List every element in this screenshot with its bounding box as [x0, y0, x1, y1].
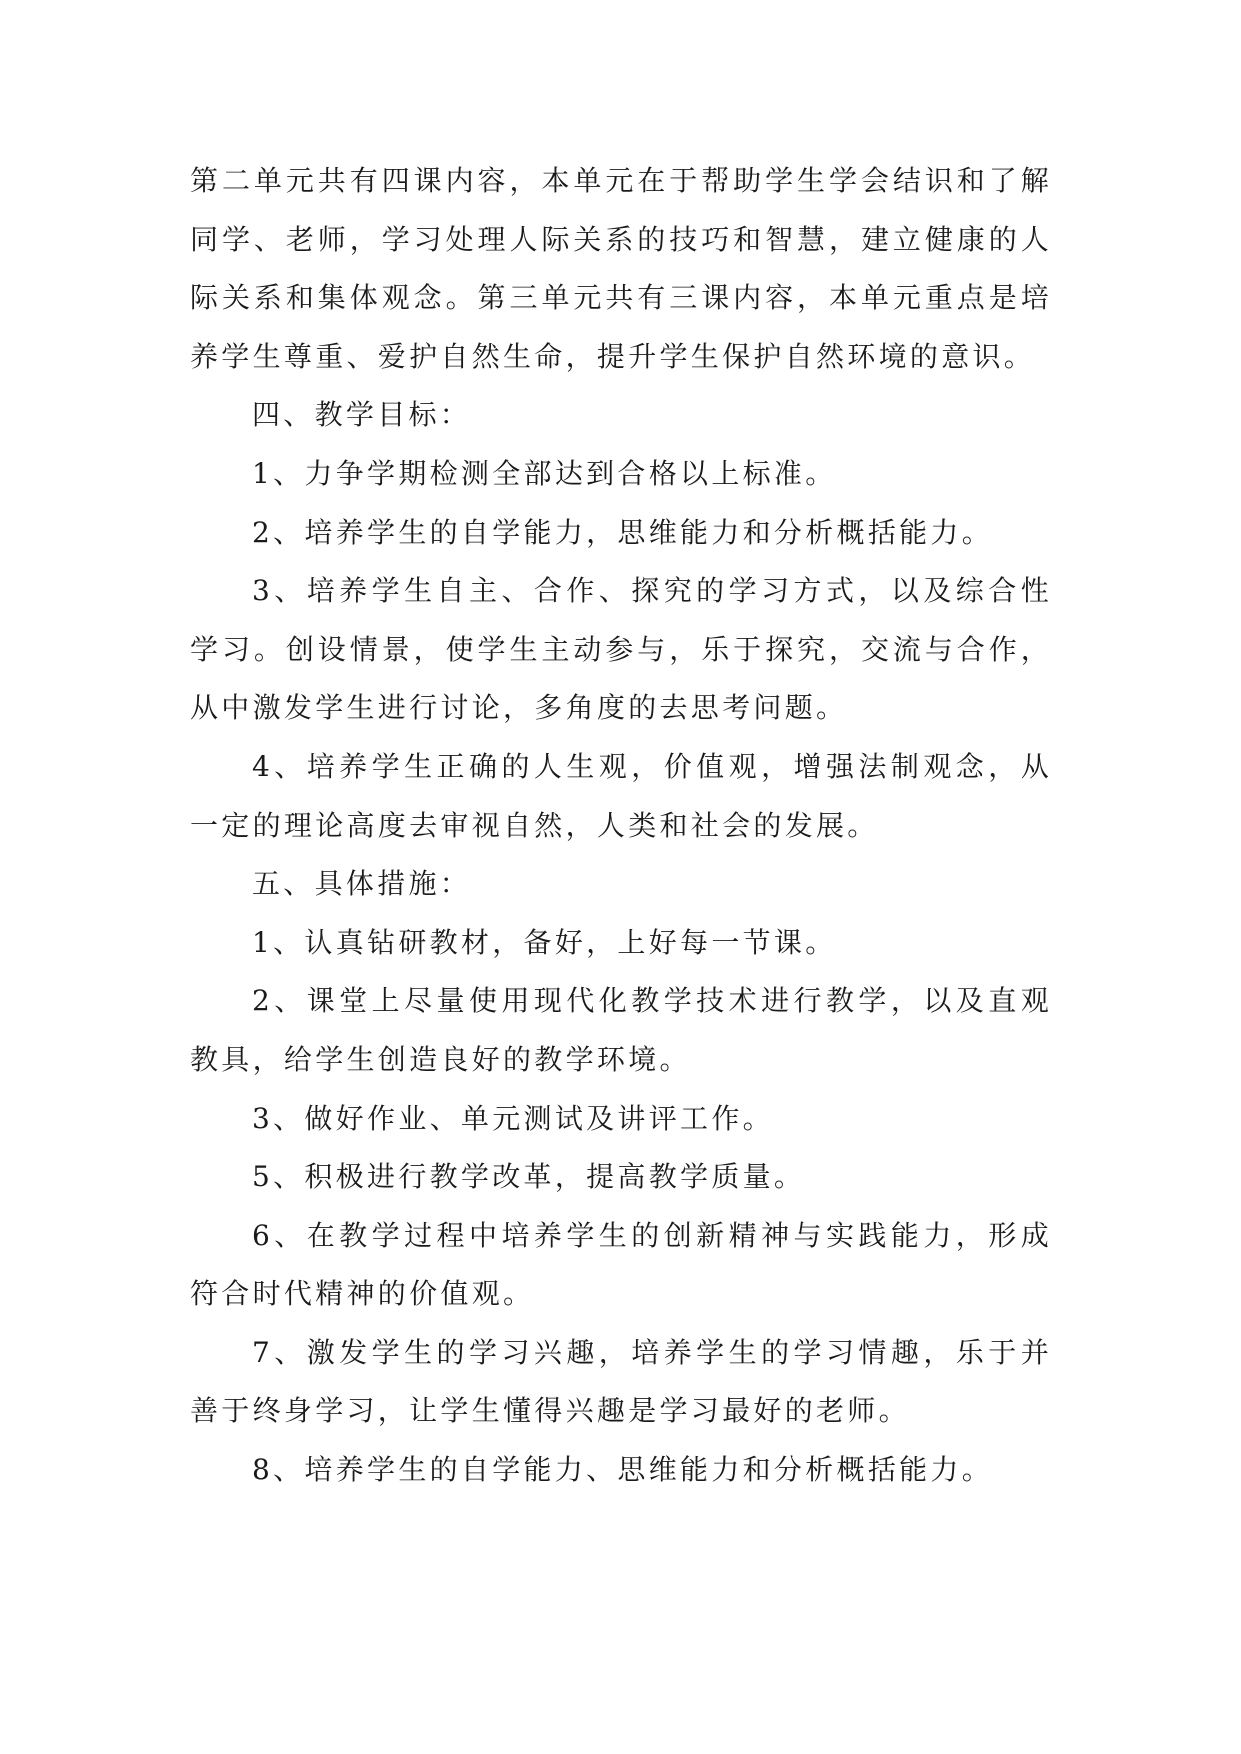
goal-item-4: 4、培养学生正确的人生观，价值观，增强法制观念，从一定的理论高度去审视自然，人类和社会的发展。: [190, 749, 1052, 842]
section-heading-teaching-goals: 四、教学目标：: [252, 398, 472, 432]
measure-item-5: 5、积极进行教学改革，提高教学质量。: [252, 1160, 806, 1194]
goal-item-1: 1、力争学期检测全部达到合格以上标准。: [252, 456, 837, 490]
goal-item-2: 2、培养学生的自学能力，思维能力和分析概括能力。: [252, 515, 994, 549]
measure-item-6: 6、在教学过程中培养学生的创新精神与实践能力，形成符合时代精神的价值观。: [190, 1218, 1052, 1311]
section-heading-measures: 五、具体措施：: [252, 867, 472, 901]
document-body: [190, 152, 1052, 1500]
measure-item-3: 3、做好作业、单元测试及讲评工作。: [252, 1101, 774, 1135]
paragraph-unit-overview: 第二单元共有四课内容，本单元在于帮助学生学会结识和了解同学、老师，学习处理人际关系的技巧和智慧，建立健康的人际关系和集体观念。第三单元共有三课内容，本单元重点是培养学生尊重、爱护自然生命，提升学生保护自然环境的意识。: [190, 164, 1052, 373]
measure-item-1: 1、认真钻研教材，备好，上好每一节课。: [252, 925, 837, 959]
measure-item-8: 8、培养学生的自学能力、思维能力和分析概括能力。: [252, 1453, 994, 1487]
measure-item-2: 2、课堂上尽量使用现代化教学技术进行教学，以及直观教具，给学生创造良好的教学环境。: [190, 984, 1052, 1076]
goal-item-3: 3、培养学生自主、合作、探究的学习方式，以及综合性学习。创设情景，使学生主动参与，乐于探究，交流与合作，从中激发学生进行讨论，多角度的去思考问题。: [190, 574, 1052, 725]
measure-item-7: 7、激发学生的学习兴趣，培养学生的学习情趣，乐于并善于终身学习，让学生懂得兴趣是学习最好的老师。: [190, 1335, 1052, 1428]
